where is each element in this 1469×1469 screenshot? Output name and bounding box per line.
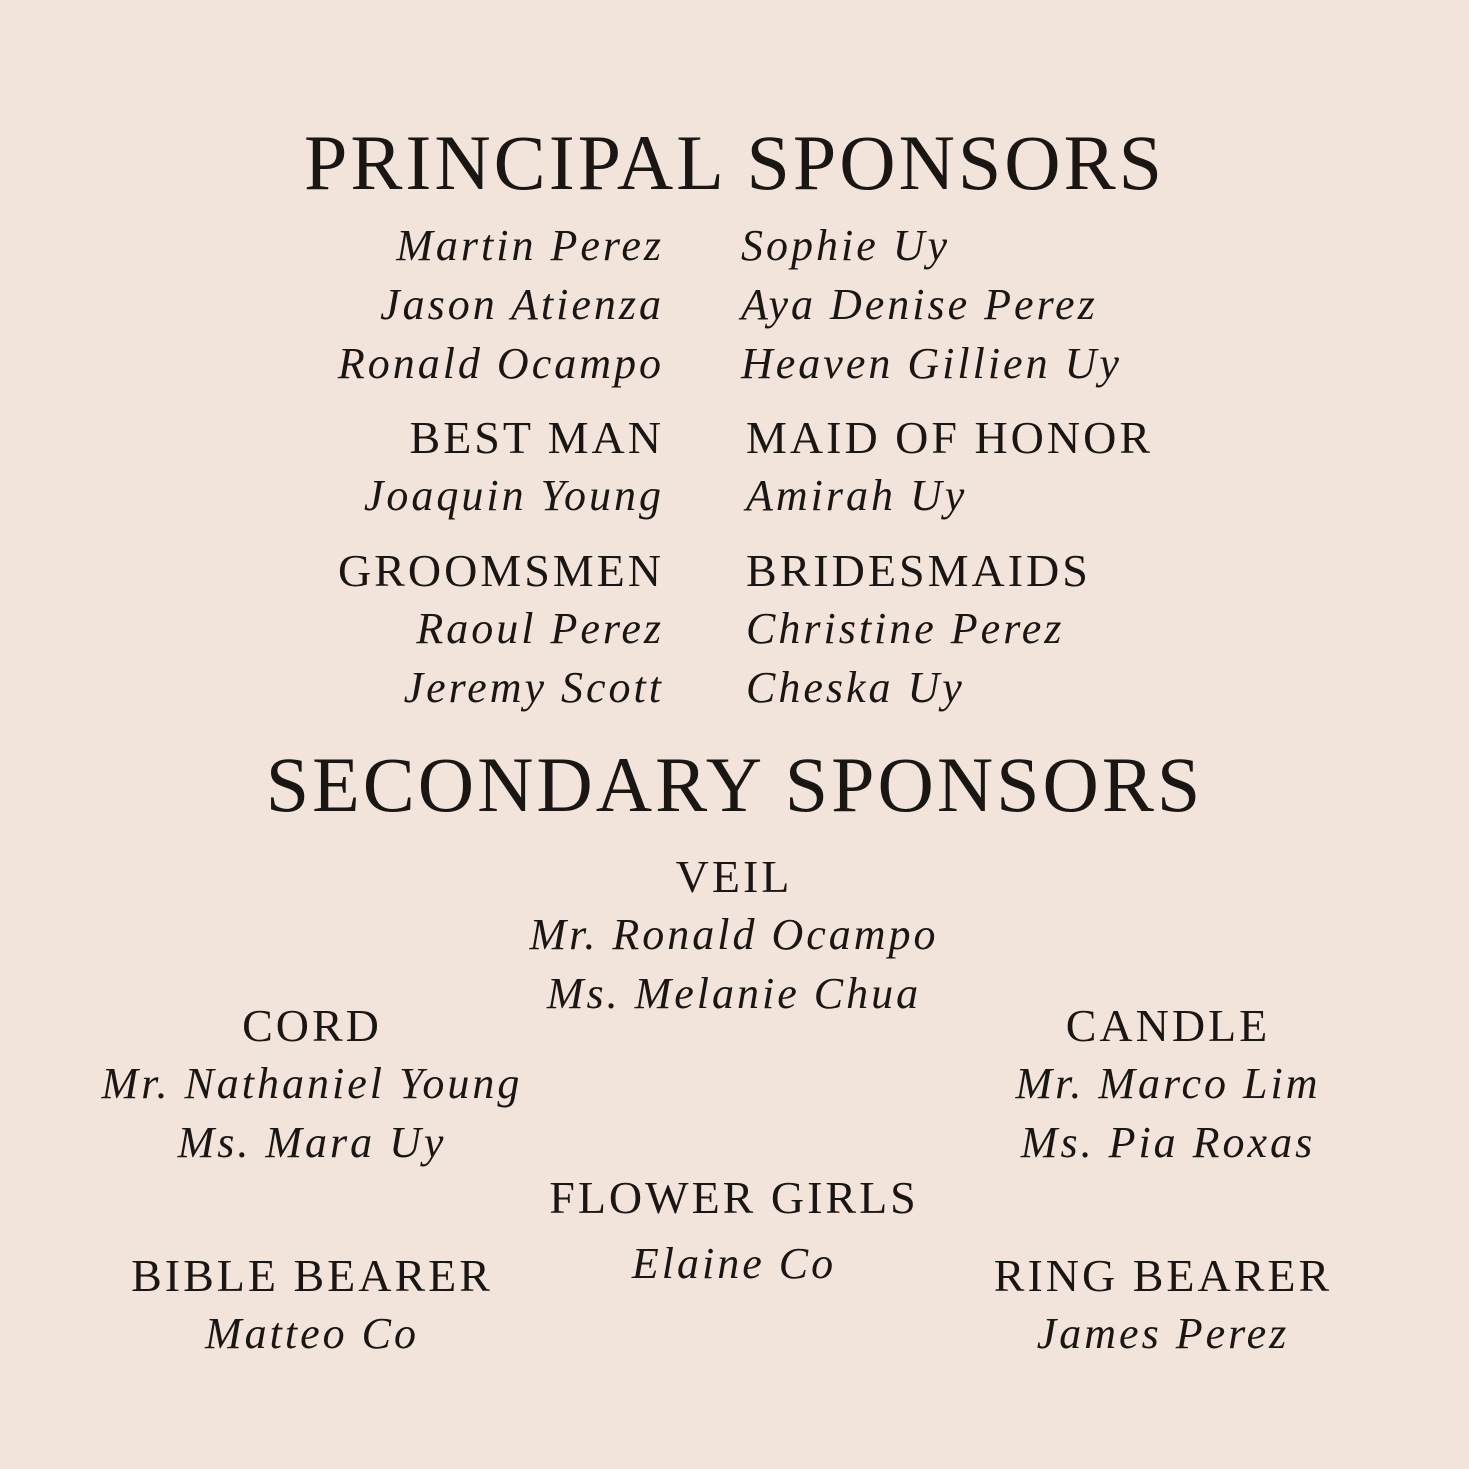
maid-of-honor-name: Amirah Uy xyxy=(746,471,968,520)
cord-name: Mr. Nathaniel Young xyxy=(101,1059,523,1108)
candle-block xyxy=(918,998,1418,1172)
bible-bearer-name: Matteo Co xyxy=(205,1309,419,1358)
principal-name: Martin Perez xyxy=(396,221,664,270)
ring-bearer-name: James Perez xyxy=(1036,1309,1290,1358)
groomsman-name: Jeremy Scott xyxy=(403,663,664,712)
principal-left-column xyxy=(338,216,664,393)
veil-block xyxy=(434,849,1034,1023)
flower-girls-label: FLOWER GIRLS xyxy=(549,1172,919,1223)
principal-name: Jason Atienza xyxy=(380,280,664,329)
principal-name: Heaven Gillien Uy xyxy=(741,339,1122,388)
candle-name: Mr. Marco Lim xyxy=(1015,1059,1321,1108)
principal-right-column xyxy=(741,216,1122,393)
bible-bearer-block xyxy=(62,1248,562,1363)
maid-of-honor-block xyxy=(746,410,1153,525)
principal-name: Sophie Uy xyxy=(741,221,951,270)
cord-block xyxy=(62,998,562,1172)
veil-name: Ms. Melanie Chua xyxy=(546,969,922,1018)
bible-bearer-label: BIBLE BEARER xyxy=(131,1250,493,1301)
best-man-label: BEST MAN xyxy=(409,412,664,463)
flower-girl-name: Elaine Co xyxy=(631,1239,837,1288)
ring-bearer-label: RING BEARER xyxy=(993,1250,1333,1301)
bridesmaids-block xyxy=(746,543,1091,717)
groomsman-name: Raoul Perez xyxy=(416,604,664,653)
bridesmaid-name: Cheska Uy xyxy=(746,663,965,712)
best-man-name: Joaquin Young xyxy=(363,471,664,520)
cord-name: Ms. Mara Uy xyxy=(177,1118,447,1167)
veil-name: Mr. Ronald Ocampo xyxy=(529,910,939,959)
bridesmaids-label: BRIDESMAIDS xyxy=(746,545,1091,596)
principal-name: Ronald Ocampo xyxy=(337,339,664,388)
groomsmen-block xyxy=(338,543,664,717)
candle-label: CANDLE xyxy=(1065,1000,1271,1051)
secondary-sponsors-title: SECONDARY SPONSORS xyxy=(265,741,1204,828)
groomsmen-label: GROOMSMEN xyxy=(337,545,664,596)
ring-bearer-block xyxy=(913,1248,1413,1363)
principal-sponsors-title: PRINCIPAL SPONSORS xyxy=(303,119,1166,206)
cord-label: CORD xyxy=(242,1000,382,1051)
best-man-block xyxy=(364,410,664,525)
candle-name: Ms. Pia Roxas xyxy=(1020,1118,1316,1167)
maid-of-honor-label: MAID OF HONOR xyxy=(746,412,1154,463)
veil-label: VEIL xyxy=(675,851,793,902)
bridesmaid-name: Christine Perez xyxy=(746,604,1065,653)
principal-name: Aya Denise Perez xyxy=(741,280,1098,329)
